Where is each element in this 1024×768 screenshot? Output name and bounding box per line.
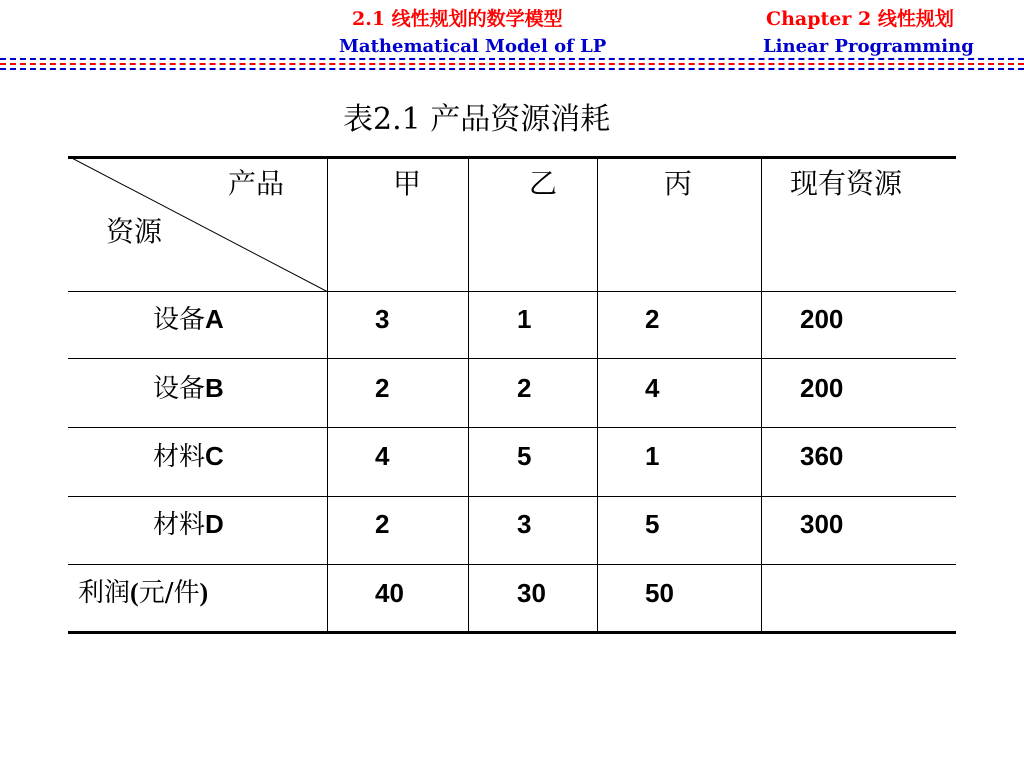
cell-value: 2 [517,373,532,403]
table-bottom-rule [68,631,956,634]
column-divider [761,156,762,634]
cell-value: 3 [375,304,390,334]
row-divider [68,564,956,565]
row-label-material-d: 材料D [153,509,224,540]
section-title-en: Mathematical Model of LP [339,36,607,57]
row-divider [68,496,956,497]
row-label-material-c: 材料C [153,441,224,472]
cell-value: 4 [645,373,660,403]
cell-value: 40 [375,578,404,608]
column-divider [468,156,469,634]
cell-value: 50 [645,578,674,608]
divider-line-blue-top [0,58,1024,60]
cell-value: 4 [375,441,390,471]
section-title-cn: 2.1 线性规划的数学模型 [352,8,563,30]
row-label-equipment-a: 设备A [153,304,224,335]
cell-value: 1 [645,441,660,471]
cell-value: 2 [375,373,390,403]
cell-value: 3 [517,509,532,539]
column-header-jia: 甲 [393,167,422,200]
column-divider [597,156,598,634]
cell-value: 30 [517,578,546,608]
column-header-bing: 丙 [664,167,693,200]
divider-line-blue-bottom [0,68,1024,70]
cell-value: 1 [517,304,532,334]
cell-value: 2 [645,304,660,334]
row-label-equipment-b: 设备B [153,373,224,404]
corner-label-resource: 资源 [106,215,163,248]
cell-value: 360 [800,441,844,471]
table-title: 表2.1 产品资源消耗 [343,102,611,137]
chapter-title-cn: Chapter 2 线性规划 [766,8,954,30]
divider-line-red [0,63,1024,65]
cell-value: 200 [800,304,844,334]
row-divider [68,358,956,359]
row-label-profit: 利润(元/件) [78,578,209,608]
cell-value: 5 [517,441,532,471]
resource-table [68,156,956,634]
cell-value: 5 [645,509,660,539]
row-divider [68,427,956,428]
cell-value: 200 [800,373,844,403]
chapter-title-en: Linear Programming [763,36,974,57]
column-header-available: 现有资源 [790,167,903,200]
header-divider [0,58,1024,74]
cell-value: 300 [800,509,844,539]
column-header-yi: 乙 [529,167,558,200]
cell-value: 2 [375,509,390,539]
corner-label-product: 产品 [228,167,285,200]
